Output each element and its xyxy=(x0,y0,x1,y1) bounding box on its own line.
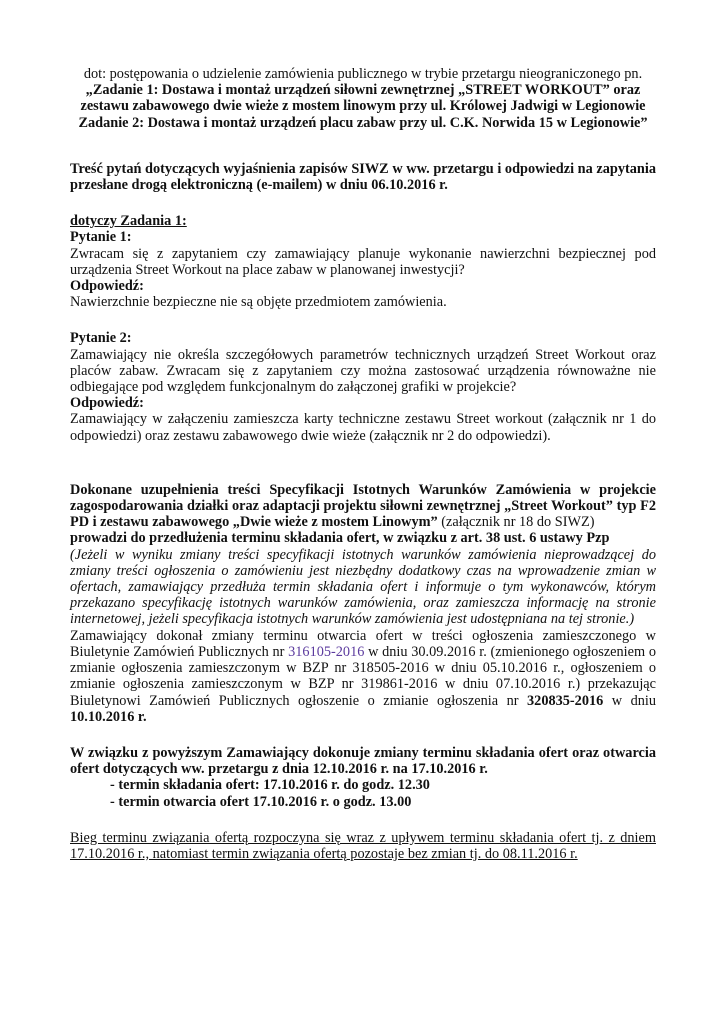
header-line-1: dot: postępowania o udzielenie zamówienia publicznego w trybie przetargu nieograniczonego pn. xyxy=(83,66,643,82)
changes-text-a: Zamawiający dokonał zmiany terminu otwarcia ofert w treści ogłoszenia zamieszczonego w Biuletynie Zamówień Publicznych nr xyxy=(70,627,656,660)
bzp-number-link[interactable]: 316105-2016 xyxy=(288,643,365,660)
answer-1-label: Odpowiedź: xyxy=(70,278,144,295)
answer-2-text: Zamawiający w załączeniu zamieszcza karty techniczne zestawu Street workout (załącznik nr 1 do odpowiedzi) oraz zestawu zabawowego dwie wieże (załącznik nr 2 do odpowiedzi). xyxy=(70,411,656,444)
changes-bzp-paragraph xyxy=(70,628,656,725)
question-1-label: Pytanie 1: xyxy=(70,229,132,246)
answer-1-text: Nawierzchnie bezpieczne nie są objęte przedmiotem zamówienia. xyxy=(70,294,447,311)
changes-date: 10.10.2016 r. xyxy=(70,708,147,725)
changes-bold-1: Dokonane uzupełnienia treści Specyfikacji Istotnych Warunków Zamówienia w projekcie zagospodarowania działki oraz adaptacji projektu siłowni zewnętrznej „Street Workout” typ F2 PD i zestawu zabawowego „Dwie wieże z mostem Linowym” xyxy=(70,481,656,531)
answer-2-label: Odpowiedź: xyxy=(70,395,144,412)
question-2-label: Pytanie 2: xyxy=(70,330,132,347)
bzp-number-2: 320835-2016 xyxy=(527,692,604,709)
changes-paragraph xyxy=(70,482,656,531)
changes-text-c: w dniu xyxy=(603,692,656,709)
question-2-text: Zamawiający nie określa szczegółowych parametrów technicznych urządzeń Street Workout oraz placów zabaw. Zwracam się z zapytaniem czy można zastosować urządzenia równoważne nie odbiegające pod względem funkcjonalnym do załączonej grafiki w projekcie? xyxy=(70,346,656,396)
changes-bold-2: prowadzi do przedłużenia terminu składania ofert, w związku z art. 38 ust. 6 ustawy Pzp xyxy=(70,530,610,547)
deadline-item-submission: - termin składania ofert: 17.10.2016 r. do godz. 12.30 xyxy=(110,777,430,794)
binding-period-paragraph: Bieg terminu związania ofertą rozpoczyna się wraz z upływem terminu składania ofert tj. z dniem 17.10.2016 r., natomiast termin związania ofertą pozostaje bez zmian tj. do 08.11.2016 r. xyxy=(70,829,656,862)
header-line-3: Zadanie 2: Dostawa i montaż urządzeń placu zabaw przy ul. C.K. Norwida 15 w Legionowie” xyxy=(78,114,648,131)
deadline-paragraph: W związku z powyższym Zamawiający dokonuje zmiany terminu składania ofert oraz otwarcia ofert dotyczących ww. przetargu z dnia 12.10.2016 r. na 17.10.2016 r. xyxy=(70,744,656,778)
document-page xyxy=(70,66,656,862)
section-heading: dotyczy Zadania 1: xyxy=(70,213,187,230)
changes-text-b: w dniu 30.09.2016 r. (zmienionego ogłoszeniem o zmianie ogłoszenia zamieszczonym w BZP nr 318505-2016 w dniu 05.10.2016 r., ogłoszeniem o zmianie ogłoszenia zamieszczonym w BZP nr 319861-2016 w dniu 07.10.2016 r.) przekazując Biuletynowi Zamówień Publicznych ogłoszenie o zmianie ogłoszenia nr xyxy=(70,643,656,709)
header-line-2: „Zadanie 1: Dostawa i montaż urządzeń siłowni zewnętrznej „STREET WORKOUT” oraz zestawu zabawowego dwie wieże z mostem linowym przy ul. Królowej Jadwigi w Legionowie xyxy=(80,82,646,115)
intro-paragraph: Treść pytań dotyczących wyjaśnienia zapisów SIWZ w ww. przetargu i odpowiedzi na zapytania przesłane drogą elektroniczną (e-mailem) w dniu 06.10.2016 r. xyxy=(70,160,656,194)
deadline-item-opening: - termin otwarcia ofert 17.10.2016 r. o godz. 13.00 xyxy=(110,793,412,810)
changes-attachment-ref: (załącznik nr 18 do SIWZ) xyxy=(437,514,595,531)
changes-legal-quote: (Jeżeli w wyniku zmiany treści specyfikacji istotnych warunków zamówienia nieprowadzącej do zmiany treści ogłoszenia o zamówieniu jest niezbędny dodatkowy czas na wprowadzenie zmian w ofertach, zamawiający przedłuża termin składania ofert i informuje o tym wykonawców, którym przekazano specyfikację istotnych warunków zamówienia, oraz zamieszcza informację na stronie internetowej, jeżeli specyfikacja istotnych warunków zamówienia jest udostępniana na tej stronie.) xyxy=(70,546,656,628)
question-1-text: Zwracam się z zapytaniem czy zamawiający planuje wykonanie nawierzchni bezpiecznej pod urządzenia Street Workout na place zabaw w planowanej inwestycji? xyxy=(70,245,656,278)
